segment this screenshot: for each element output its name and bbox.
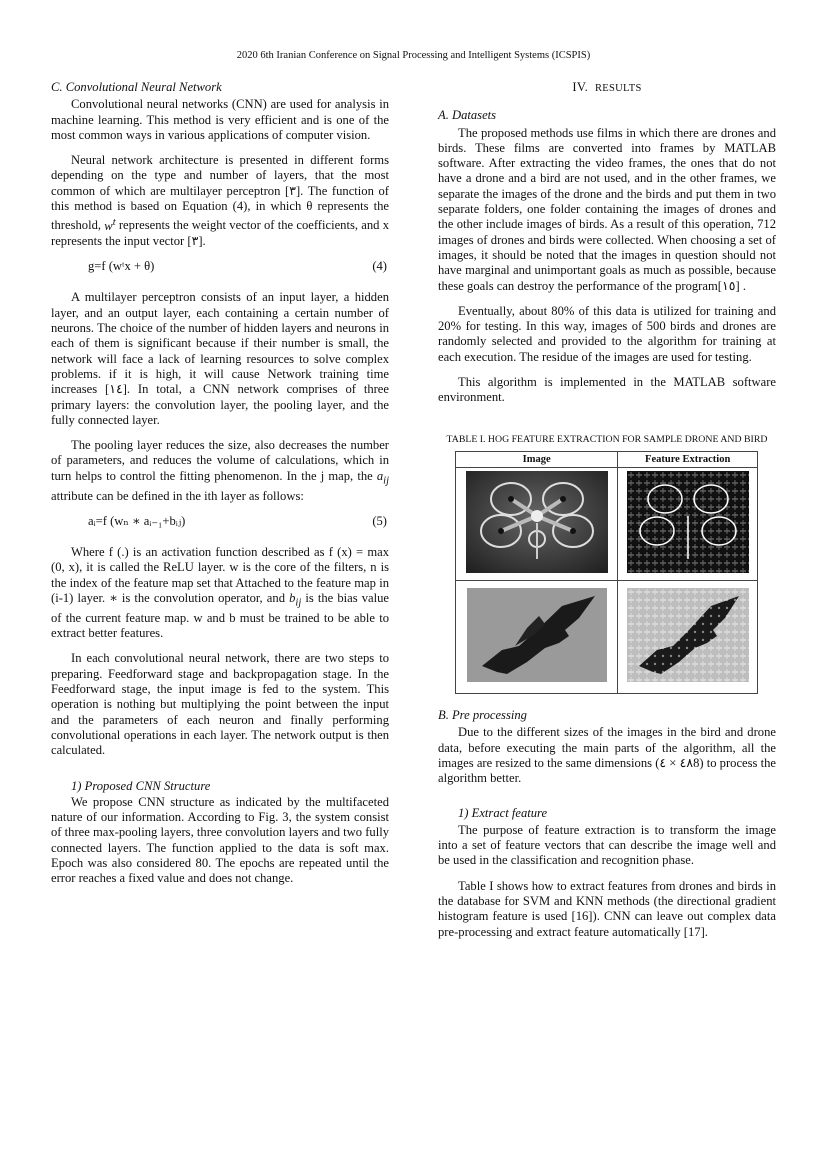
equation-formula: g=f (wᵗx + θ) (88, 259, 155, 274)
paragraph: The purpose of feature extraction is to transform the image into a set of feature vectors that can describe the image well and be used in the classification and recognition phase. (438, 822, 776, 868)
bird-image (467, 588, 607, 682)
bird-hog-image (627, 588, 749, 682)
bird-image-cell (456, 580, 618, 693)
paragraph: Due to the different sizes of the images in the bird and drone data, before executing the main parts of the algorithm, all the images are resized to the same dimensions (٤٨ × ٤8) to process the algorithm better. (438, 725, 776, 786)
drone-hog-image (627, 471, 749, 573)
math-var: $a_{ij}$ (376, 468, 389, 487)
equation-number: (5) (372, 513, 387, 528)
paragraph: Eventually, about 80% of this data is utilized for training and 20% for testing. In this way, images of 500 birds and drones are randomly selected and provided to the algorithm for training at each execution. The residue of the images are used for testing. (438, 303, 776, 364)
drone-image (466, 471, 608, 573)
bird-hog-cell (618, 580, 758, 693)
drone-image-cell (456, 467, 618, 580)
paragraph: Where f (.) is an activation function described as f (x) = max (0, x), it is called the ReLU layer. w is the core of the filters, n is the index of the feature map set that Attached to the feature map in (i-1) layer. ∗ is the convolution operator, and $b_{ij}$ is the bias value of the current feature map. w and b must be trained to be able to extract better features. (51, 545, 390, 641)
table-header-image: Image (456, 451, 618, 467)
paragraph: A multilayer perceptron consists of an input layer, a hidden layer, and an output layer, each containing a certain number of neurons. The choice of the number of hidden layers and neurons in each of them is significant because if their number is small, the network will face a lack of learning resources to solve complex problems. if it is high, it will cause Network training time increases [١٤]. In total, a CNN network comprises of three primary layers: the convolution layer, the pooling layer, and the fully connected layer. (51, 290, 389, 427)
equation-5 (51, 514, 389, 529)
drone-hog-cell (618, 467, 758, 580)
math-var: $w^t$ (104, 216, 116, 233)
paragraph: Convolutional neural networks (CNN) are used for analysis in machine learning. This method is very efficient and is one of the most common ways in various applications of computer vision. (51, 97, 389, 142)
subsection-heading-extract-feature: 1) Extract feature (458, 806, 548, 821)
equation-formula: aᵢ=f (wₙ ∗ aᵢ₋₁+bᵢⱼ) (88, 513, 186, 528)
paragraph: Table I shows how to extract features from drones and birds in the database for SVM and KNN methods (the directional gradient histogram feature is used [16]). CNN can leave out complex data pre-processing and extract feature automatically [17]. (438, 878, 776, 939)
page-header: 2020 6th Iranian Conference on Signal Processing and Intelligent Systems (ICSPIS) (236, 50, 591, 61)
section-heading-preprocessing: B. Pre processing (438, 707, 527, 722)
paragraph: The proposed methods use films in which there are drones and birds. These films are converted into frames by MATLAB software. After extracting the video frames, the ones that do not have a drone and a bird are not used, and in the other frames, we separate the images of the drone and the birds and put them in two separate folders, one folder containing the images of drones and the other include images of birds. As a result of this operation, 712 images of drones and birds were collected. When choosing a set of images, it should be noted that the images in question should not have marginal and unimportant goals as much as possible, because these goals can destroy the performance of the program[١٥] . (438, 125, 776, 293)
section-heading-cnn: C. Convolutional Neural Network (51, 80, 222, 94)
paragraph: The pooling layer reduces the size, also decreases the number of parameters, and reduces the volume of calculations, which in turn helps to control the fitting phenomenon. In the j map, the $a_{ij}$ attribute can be defined in the ith layer as follows: (51, 438, 389, 503)
math-var: $b_{ij}$ (289, 591, 302, 609)
table-header-feature: Feature Extraction (618, 451, 758, 467)
section-heading-datasets: A. Datasets (438, 108, 497, 123)
equation-number: (4) (372, 259, 387, 274)
paragraph: In each convolutional neural network, there are two steps to preparing. Feedforward stage and backpropagation stage. In the Feedforward stage, the input image is fed to the system. This operation is nothing but multiplying the point between the input and the parameters of each neuron and finally performing convolutional operations in each layer. The network output is then calculated. (51, 651, 389, 758)
paragraph: Neural network architecture is presented in different forms depending on the type and number of layers, that the most common of which are multilayer perceptron [٣]. The function of this method is based on Equation (4), in which θ represents the threshold, $w^t$ represents the weight vector of the coefficients, and x represents the input vector [٣]. (51, 153, 389, 248)
left-column (51, 80, 389, 897)
equation-4 (51, 259, 389, 274)
table-caption: TABLE I. HOG FEATURE EXTRACTION FOR SAMPLE DRONE AND BIRD (446, 433, 768, 445)
hog-feature-table (455, 451, 758, 694)
subsection-heading-structure: 1) Proposed CNN Structure (71, 778, 211, 793)
right-column (438, 80, 776, 950)
section-heading-results: IV. RESULTS (572, 80, 642, 94)
paragraph: This algorithm is implemented in the MATLAB software environment. (438, 375, 776, 405)
paragraph: We propose CNN structure as indicated by the multifaceted nature of our information. According to Fig. 3, the system consist of three max-pooling layers, three convolution layers and two fully connected layers. The function applied to the data is soft max. Epoch was also considered 80. The epochs are repeated until the error reaches a fixed value and does not change. (51, 794, 389, 886)
